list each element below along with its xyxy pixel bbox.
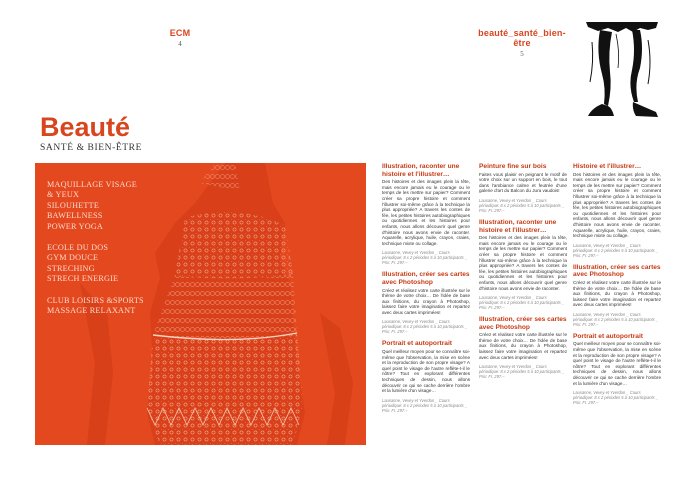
article-body: Des histoires et des images plein la tête, mais encore jamais eu le courage ou le temps de les mettre sur papier? Comment créer sa propre histoire et comment l'illustrer soi-même grâce à la technique la plus appropriée? A travers les contes de fée, les petites histoires autobiographiques ou quotidiennes et les histoires pour enfants, nous allons découvrir quel genre d'histoire nous avons envie de raconter. Aquarelle, acrylique, huile, crayon, craies, technique mixte ou collage. — [382, 179, 470, 246]
article-meta: Lausanne, Vevey et Yverdon _ Cours périodique: 8 x 2 périodes 5 à 10 participants _ Prix: Fr. 297.– — [479, 197, 565, 213]
article-title[interactable]: Portrait et autoportrait — [573, 332, 643, 340]
article-title[interactable]: Illustration, créer ses cartes avec Photoshop — [382, 271, 470, 286]
article — [382, 271, 470, 334]
menu-item[interactable]: SILOUHETTE — [47, 200, 100, 210]
article — [573, 264, 661, 327]
article-meta: Lausanne, Vevey et Yverdon _ Cours périodique: 8 x 2 périodes 5 à 10 participants _ Prix: Fr. 297.– — [382, 319, 468, 335]
article — [382, 163, 470, 265]
menu-group — [47, 296, 144, 317]
menu-item[interactable]: CLUB LOISIRS &SPORTS — [47, 295, 144, 305]
menu-item[interactable]: STRECH ENERGIE — [47, 274, 119, 284]
menu-item[interactable]: ECOLE DU DOS — [47, 243, 109, 253]
article-column-3 — [573, 163, 661, 411]
menu-item[interactable]: MAQUILLAGE VISAGE — [47, 180, 137, 189]
page-title: Beauté — [40, 112, 131, 142]
article — [479, 219, 567, 310]
article-body: Quel meilleur moyen pour se connaître soi-même que l'observation, la mise en scène et la reproduction de son propre visage? A quel point le visage de l'autre reflète-t-il le nôtre? Tout en explorant différentes techniques de dessin, nous allons découvrir ce qui se cache derrière l'ombre et la lumière d'un visage… — [382, 349, 470, 394]
page-header-right — [472, 28, 572, 58]
article — [479, 163, 567, 213]
article-title[interactable]: Histoire et l'illustrer… — [573, 163, 642, 170]
article-meta: Lausanne, Vevey et Yverdon _ Cours périodique: 8 x 2 périodes 5 à 10 participants _ Prix: Fr. 297.– — [382, 250, 468, 266]
article — [573, 333, 661, 405]
menu-item[interactable]: STRECHING — [47, 263, 95, 273]
header-title-right: beauté_santé_bien-être — [478, 28, 566, 48]
article-title[interactable]: Portrait et autoportrait — [382, 340, 452, 348]
article — [479, 316, 567, 379]
article-title[interactable]: Illustration, raconter une histoire et l'illustrer… — [479, 218, 557, 234]
article-body: Quel meilleur moyen pour se connaître soi-même que l'observation, la mise en scène et la reproduction de son propre visage? A quel point le visage de l'autre reflète-t-il le nôtre? Tout en explorant différentes techniques de dessin, nous allons découvrir ce qui se cache derrière l'ombre et la lumière d'un visage… — [573, 341, 661, 386]
menu-item[interactable]: POWER YOGA — [47, 221, 104, 231]
page-number-right: 5 — [520, 50, 524, 58]
article-meta: Lausanne, Vevey et Yverdon _ Cours périodique: 8 x 2 périodes 5 à 10 participants _ Prix: Fr. 297.– — [382, 397, 468, 413]
article-body: Faites vous plaisir en peignant le motif de votre choix sur un support en bois, le tout dans l'ambiance calme et feutrée d'une galerie d'art du Balcon du Jura vaudois! — [479, 171, 567, 194]
article-body: Des histoires et des images plein la tête, mais encore jamais eu le courage ou le temps de les mettre sur papier? Comment créer sa propre histoire et comment l'illustrer soi-même grâce à la technique la plus appropriée? A travers les contes de fée, les petites histoires autobiographiques ou quotidiennes et les histoires pour enfants, nous allons découvrir quel genre d'histoire nous avons envie de raconter. — [479, 235, 567, 291]
page-subtitle: SANTÉ & BIEN-ÊTRE — [40, 143, 143, 153]
article-title[interactable]: Illustration, raconter une histoire et l'illustrer… — [382, 163, 460, 178]
menu-group — [47, 180, 144, 232]
article-meta: Lausanne, Vevey et Yverdon _ Cours périodique: 8 x 2 périodes 5 à 10 participants _ Prix: Fr. 297.– — [573, 311, 659, 327]
article-meta: Lausanne, Vevey et Yverdon _ Cours périodique: 8 x 2 périodes 5 à 10 participants _ Prix: Fr. 297.– — [479, 295, 565, 311]
page-header-left — [160, 28, 200, 48]
article-meta: Lausanne, Vevey et Yverdon _ Cours périodique: 8 x 2 périodes 5 à 10 participants _ Prix: Fr. 297.– — [573, 390, 659, 406]
article — [573, 163, 661, 258]
legs-ink-drawing-icon — [578, 22, 668, 120]
article-column-1 — [382, 163, 470, 419]
menu-group — [47, 243, 144, 285]
article-body: Créez et réalisez votre carte illustrée sur le thème de votre choix… De l'idée de base aux finitions, du crayon à Photoshop, laissez faire votre imagination et repartez avec deux cartes imprimées! — [573, 279, 661, 308]
article-body: Créez et réalisez votre carte illustrée sur le thème de votre choix… De l'idée de base aux finitions, du crayon à Photoshop, laissez faire votre imagination et repartez avec deux cartes imprimées! — [479, 332, 567, 360]
article-title[interactable]: Illustration, créer ses cartes avec Photoshop — [573, 263, 661, 279]
header-title-left: ECM — [169, 28, 191, 38]
hero-panel — [35, 163, 366, 445]
menu-item[interactable]: & YEUX — [47, 190, 80, 200]
article-meta: Lausanne, Vevey et Yverdon _ Cours périodique: 8 x 2 périodes 5 à 10 participants _ Prix: Fr. 297.– — [479, 364, 565, 380]
article-body: Créez et réalisez votre carte illustrée sur le thème de votre choix… De l'idée de base aux finitions, du crayon à Photoshop, laissez faire votre imagination et repartez avec deux cartes imprimées! — [382, 287, 470, 315]
article-title[interactable]: Peinture fine sur bois — [479, 163, 547, 170]
article — [382, 340, 470, 412]
menu-item[interactable]: MASSAGE RELAXANT — [47, 306, 136, 316]
page-number-left: 4 — [178, 40, 182, 48]
article-body: Des histoires et des images plein la tête, mais encore jamais eu le courage ou le temps de les mettre sur papier? Comment créer sa propre histoire et comment l'illustrer soi-même grâce à la technique la plus appropriée? A travers les contes de fée, les petites histoires autobiographiques ou quotidiennes et les histoires pour enfants, nous allons découvrir quel genre d'histoire nous avons envie de raconter. Aquarelle, acrylique, huile, crayon, craies, technique mixte ou collage. — [573, 171, 661, 239]
menu-item[interactable]: BAWELLNESS — [47, 211, 103, 221]
article-meta: Lausanne, Vevey et Yverdon _ Cours périodique: 8 x 2 périodes 5 à 10 participants _ Prix: Fr. 297.– — [573, 242, 659, 258]
article-title[interactable]: Illustration, créer ses cartes avec Photoshop — [479, 316, 567, 331]
course-menu — [47, 180, 144, 327]
article-column-2 — [479, 163, 567, 385]
menu-item[interactable]: GYM DOUCE — [47, 253, 99, 263]
